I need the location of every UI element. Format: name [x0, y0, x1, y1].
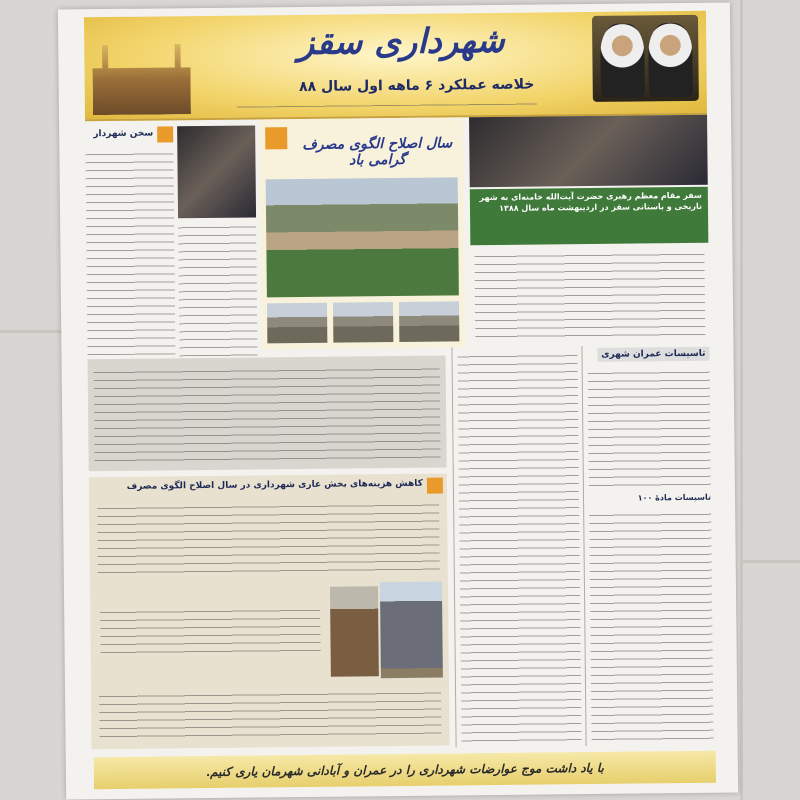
column-rule	[581, 346, 586, 746]
city-park-photo	[266, 177, 459, 297]
footer-banner: با یاد داشت موج عوارضات شهرداری را در عمران و آبادانی شهرمان یاری کنیم.	[94, 751, 716, 790]
consumption-heading: کاهش هزینه‌های بخش عاری شهرداری در سال اصلاح الگوی مصرف	[126, 478, 423, 492]
masthead	[84, 11, 707, 122]
portrait	[648, 23, 693, 97]
leader-visit-text	[474, 249, 705, 341]
urban-facilities-column	[587, 345, 713, 746]
banner-marker	[265, 127, 287, 149]
consumption-text	[97, 500, 440, 578]
city-photo-3	[399, 301, 459, 342]
new-building-photo	[380, 582, 443, 679]
saqqez-intro-band	[88, 355, 447, 471]
consumption-banner	[259, 117, 465, 349]
mayor-column-text	[85, 148, 175, 355]
city-photo-1	[267, 303, 327, 344]
old-building-photo	[330, 586, 379, 676]
banner-title: سال اصلاح الگوی مصرف گرامی باد	[302, 135, 453, 169]
newspaper-subtitle: خلاصه عملکرد ۶ ماهه اول سال ۸۸	[298, 76, 535, 96]
newspaper	[58, 3, 738, 800]
consumption-footer-text	[99, 688, 442, 742]
mayor-column	[85, 126, 175, 359]
mosque-illustration	[92, 36, 191, 115]
portrait	[600, 23, 645, 97]
section-marker	[427, 478, 443, 494]
floor-seam	[740, 560, 800, 563]
leaders-portraits	[592, 15, 699, 102]
masthead-note	[237, 99, 537, 108]
mayor-photo-text	[178, 221, 257, 358]
building-caption	[100, 605, 321, 659]
floor-seam	[740, 0, 743, 800]
section-marker	[157, 126, 173, 142]
city-photo-2	[333, 302, 393, 343]
column-rule	[451, 347, 456, 747]
urban-facilities-heading: تاسیسات عمران شهری	[597, 347, 709, 362]
middle-column-text	[457, 350, 581, 747]
newspaper-title: شهرداری سقز	[297, 20, 505, 64]
floor-seam	[0, 330, 62, 333]
leader-visit-photo	[469, 115, 708, 187]
urban-facilities-text	[588, 367, 711, 488]
article-100-heading: تاسیسات مادۀ ۱۰۰	[637, 492, 712, 503]
leader-visit-caption: سفر مقام معظم رهبری حضرت آیت‌الله خامنه‌ای به شهر تاریخی و باستانی سقز در اردیبهشت ماه سال ۱۳۸۸	[470, 187, 709, 245]
mayor-photo	[177, 125, 256, 218]
mayor-column-heading: سخن شهردار	[93, 128, 154, 140]
saqqez-intro-text	[94, 364, 441, 464]
consumption-section	[89, 473, 450, 749]
article-100-text	[589, 509, 713, 744]
